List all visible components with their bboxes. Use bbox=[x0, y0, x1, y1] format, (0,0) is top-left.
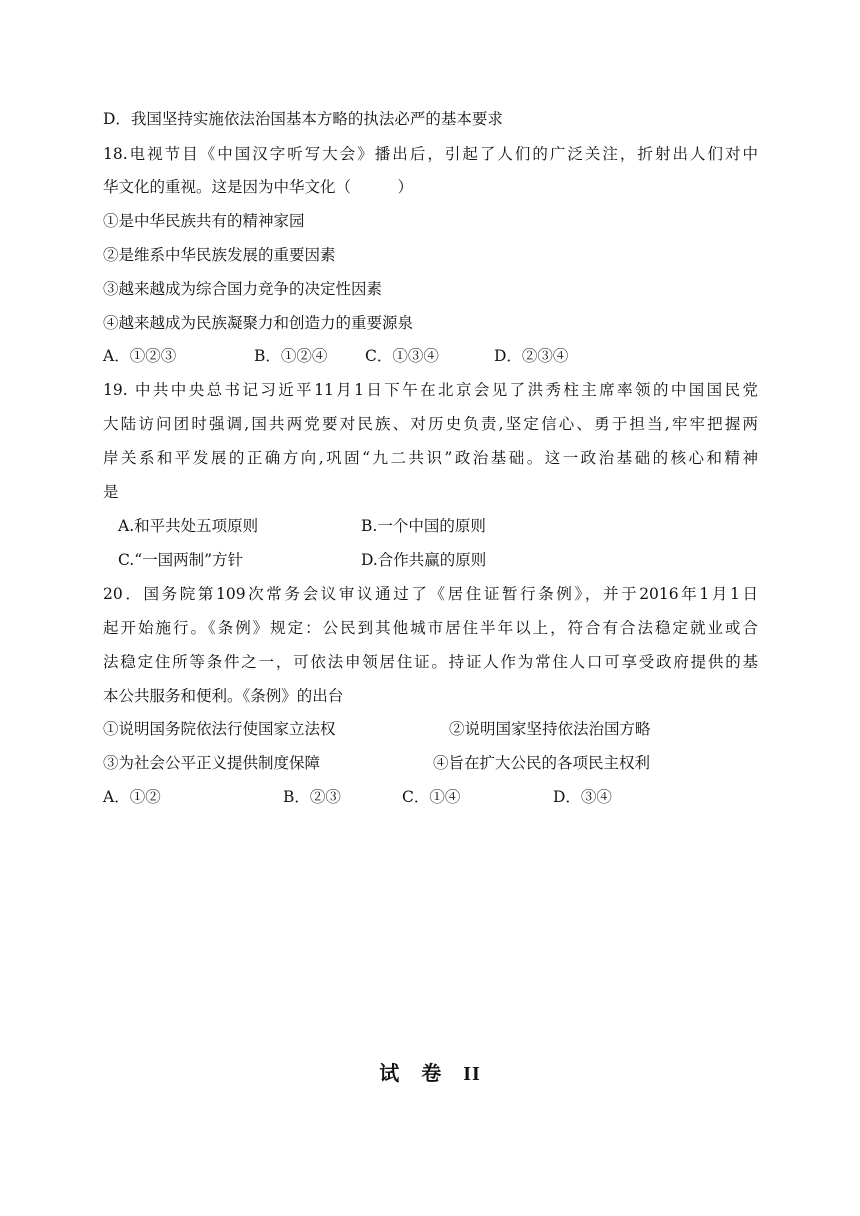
q18-item-1: ①是中华民族共有的精神家园 bbox=[103, 212, 305, 230]
q18-option-b: B．①②④ bbox=[254, 347, 328, 365]
q18-item-3: ③越来越成为综合国力竞争的决定性因素 bbox=[103, 280, 383, 298]
section-title bbox=[0, 1060, 860, 1087]
q20-stem-line-3: 法稳定住所等条件之一，可依法申领居住证。持证人作为常住人口可享受政府提供的基 bbox=[103, 653, 758, 671]
q20-option-a: A．①② bbox=[103, 788, 161, 806]
q19-stem-line-2: 大陆访问团时强调,国共两党要对民族、对历史负责,坚定信心、勇于担当,牢牢把握两 bbox=[103, 415, 758, 433]
q20-option-c: C．①④ bbox=[402, 788, 461, 806]
q19-option-d: D.合作共赢的原则 bbox=[361, 551, 487, 569]
q17-option-d: D．我国坚持实施依法治国基本方略的执法必严的基本要求 bbox=[103, 110, 503, 128]
q19-stem-line-3: 岸关系和平发展的正确方向,巩固“九二共识”政治基础。这一政治基础的核心和精神 bbox=[103, 449, 758, 467]
q20-stem-line-4: 本公共服务和便利。《条例》的出台 bbox=[103, 687, 344, 705]
q20-option-b: B．②③ bbox=[283, 788, 341, 806]
section-title-char-1: 试 bbox=[379, 1061, 404, 1085]
q20-stem-line-2: 起开始施行。《条例》规定：公民到其他城市居住半年以上，符合有合法稳定就业或合 bbox=[103, 619, 758, 637]
q18-item-4: ④越来越成为民族凝聚力和创造力的重要源泉 bbox=[103, 314, 414, 332]
q20-option-d: D．③④ bbox=[553, 788, 612, 806]
section-title-char-2: 卷 bbox=[421, 1061, 446, 1085]
q19-stem-line-1: 19. 中共中央总书记习近平11月1日下午在北京会见了洪秀柱主席率领的中国国民党 bbox=[103, 381, 758, 399]
q18-option-c: C．①③④ bbox=[365, 347, 439, 365]
q19-option-a: A.和平共处五项原则 bbox=[118, 517, 259, 535]
q19-option-c: C.“一国两制”方针 bbox=[118, 551, 244, 569]
q20-item-2: ②说明国家坚持依法治国方略 bbox=[449, 720, 651, 738]
section-title-numeral: II bbox=[463, 1063, 481, 1085]
q18-item-2: ②是维系中华民族发展的重要因素 bbox=[103, 246, 336, 264]
q20-item-3: ③为社会公平正义提供制度保障 bbox=[103, 754, 321, 772]
q20-item-1: ①说明国务院依法行使国家立法权 bbox=[103, 720, 336, 738]
q20-stem-line-1: 20．国务院第109次常务会议审议通过了《居住证暂行条例》，并于2016年1月1日 bbox=[103, 585, 758, 603]
q18-option-a: A．①②③ bbox=[103, 347, 177, 365]
q19-option-b: B.一个中国的原则 bbox=[361, 517, 486, 535]
q18-stem-line-2: 华文化的重视。这是因为中华文化（ ） bbox=[103, 178, 414, 196]
q20-item-4: ④旨在扩大公民的各项民主权利 bbox=[433, 754, 651, 772]
q18-stem-line-1: 18.电视节目《中国汉字听写大会》播出后，引起了人们的广泛关注，折射出人们对中 bbox=[103, 145, 758, 163]
q18-option-d: D．②③④ bbox=[494, 347, 569, 365]
q19-stem-line-4: 是 bbox=[103, 483, 119, 501]
